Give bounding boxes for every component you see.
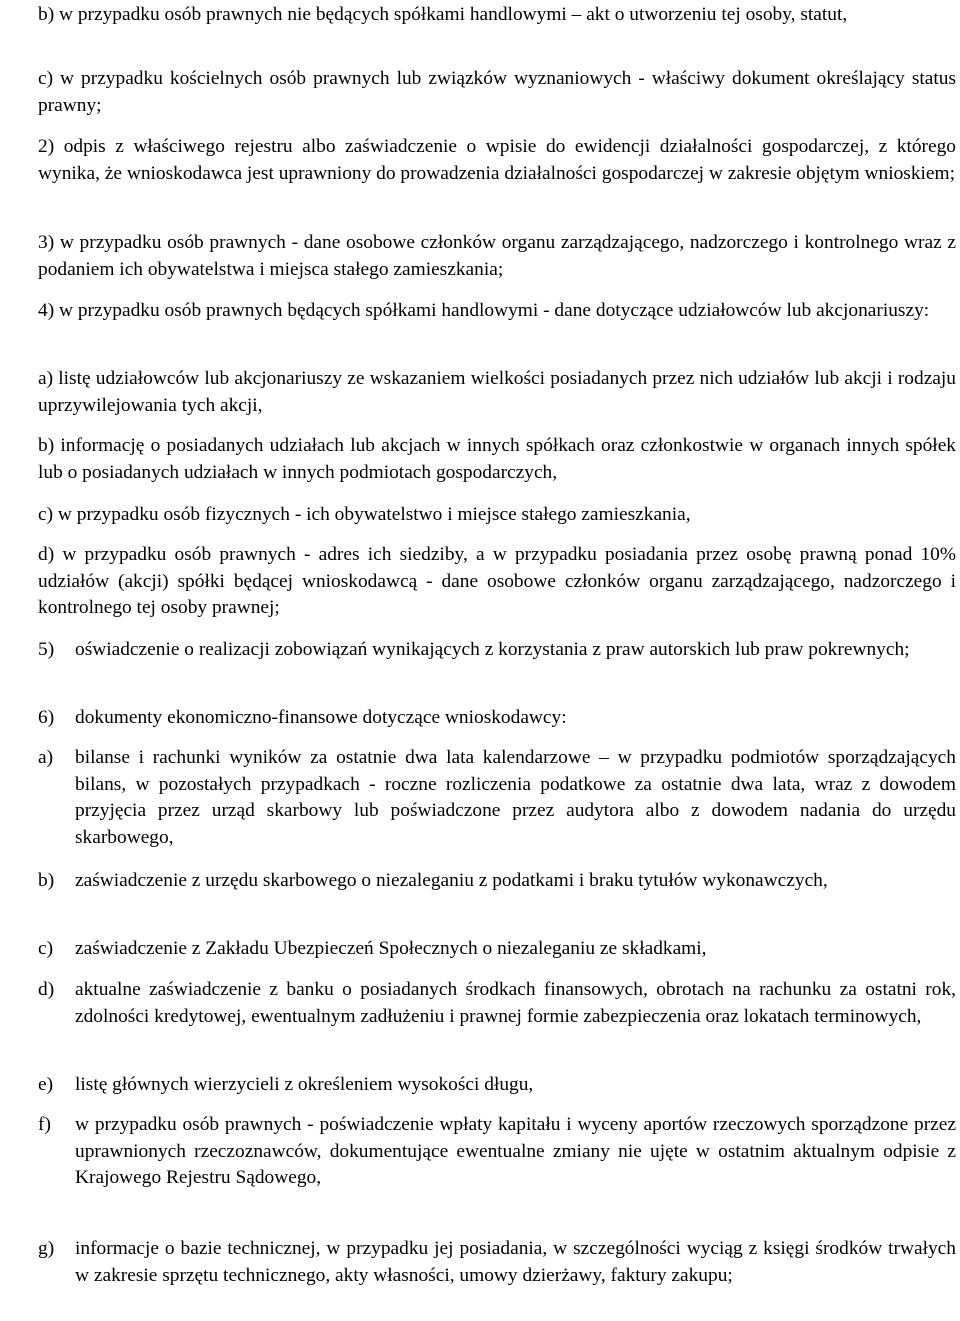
list-item-creditors [38,1072,956,1099]
list-item-balance-sheets [38,745,956,851]
list-item-number: 5) [38,639,55,660]
paragraph-legal-persons-statute: b) w przypadku osób prawnych nie będących spółkami handlowymi – akt o utworzeniu tej osoby, statut, [38,4,848,25]
list-item-text: zaświadczenie z Zakładu Ubezpieczeń Społecznych o niezaleganiu ze składkami, [75,938,707,959]
list-item-letter: d) [38,979,55,1000]
list-item-letter: c) [38,938,54,959]
paragraph-shareholders: 4) w przypadku osób prawnych będących spółkami handlowymi - dane dotyczące udziałowców lub akcjonariuszy: [38,300,930,321]
paragraph-shareholder-list: a) listę udziałowców lub akcjonariuszy ze wskazaniem wielkości posiadanych przez nich udziałów lub akcji i rodzaju uprzywilejowania tych akcji, [38,368,956,416]
list-item-technical-base [38,1236,956,1289]
list-item-text: dokumenty ekonomiczno-finansowe dotyczące wnioskodawcy: [75,707,567,728]
list-item-financial-documents [38,705,956,732]
list-item-text: informacje o bazie technicznej, w przypadku jej posiadania, w szczególności wyciąg z księgi środków trwałych w zakresie sprzętu technicznego, akty własności, umowy dzierżawy, faktury zakupu; [75,1238,956,1286]
list-item-copyright-declaration [38,637,956,664]
paragraph-church-legal-persons: c) w przypadku kościelnych osób prawnych lub związków wyznaniowych - właściwy dokument określający status prawny; [38,68,956,116]
list-item-zus-certificate [38,936,956,963]
list-item-tax-office-certificate [38,868,956,895]
list-item-bank-certificate [38,977,956,1030]
list-item-capital-payment [38,1112,956,1192]
paragraph-natural-persons: c) w przypadku osób fizycznych - ich obywatelstwo i miejsce stałego zamieszkania, [38,504,691,525]
list-item-text: bilanse i rachunki wyników za ostatnie dwa lata kalendarzowe – w przypadku podmiotów sporządzających bilans, w pozostałych przypadkach - roczne rozliczenia podatkowe za ostatnie dwa lata, wraz z dowodem przyjęcia przez urząd skarbowy lub poświadczone przez audytora albo z dowodem nadania do urzędu skarbowego, [75,747,956,848]
list-item-text: zaświadczenie z urzędu skarbowego o niezaleganiu z podatkami i braku tytułów wykonawczych, [75,870,828,891]
list-item-text: aktualne zaświadczenie z banku o posiadanych środkach finansowych, obrotach na rachunku za ostatni rok, zdolności kredytowej, ewentualnym zadłużeniu i prawnej formie zabezpieczenia oraz lokatach terminowych, [75,979,956,1027]
list-item-letter: e) [38,1074,54,1095]
paragraph-other-shares: b) informację o posiadanych udziałach lub akcjach w innych spółkach oraz członkostwie w organach innych spółek lub o posiadanych udziałach w innych podmiotach gospodarczych, [38,435,956,483]
paragraph-legal-persons-seat: d) w przypadku osób prawnych - adres ich siedziby, a w przypadku posiadania przez osobę prawną ponad 10% udziałów (akcji) spółki będącej wnioskodawcą - dane osobowe członków organu zarządzającego, nadzorczego i kontrolnego tej osoby prawnej; [38,544,956,618]
list-item-letter: b) [38,870,55,891]
paragraph-register-extract: 2) odpis z właściwego rejestru albo zaświadczenie o wpisie do ewidencji działalności gospodarczej, z którego wynika, że wnioskodawca jest uprawniony do prowadzenia działalności gospodarczej w zakresie objętym wnioskiem; [38,136,956,184]
list-item-letter: f) [38,1114,51,1135]
list-item-text: w przypadku osób prawnych - poświadczenie wpłaty kapitału i wyceny aportów rzeczowych sporządzone przez uprawnionych rzeczoznawców, dokumentujące ewentualne zmiany nie ujęte w ostatnim aktualnym odpisie z Krajowego Rejestru Sądowego, [75,1114,956,1188]
paragraph-board-members: 3) w przypadku osób prawnych - dane osobowe członków organu zarządzającego, nadzorczego i kontrolnego wraz z podaniem ich obywatelstwa i miejsca stałego zamieszkania; [38,232,956,280]
list-item-text: oświadczenie o realizacji zobowiązań wynikających z korzystania z praw autorskich lub praw pokrewnych; [75,639,910,660]
list-item-number: 6) [38,707,55,728]
list-item-letter: g) [38,1238,55,1259]
list-item-text: listę głównych wierzycieli z określeniem wysokości długu, [75,1074,534,1095]
list-item-letter: a) [38,747,54,768]
